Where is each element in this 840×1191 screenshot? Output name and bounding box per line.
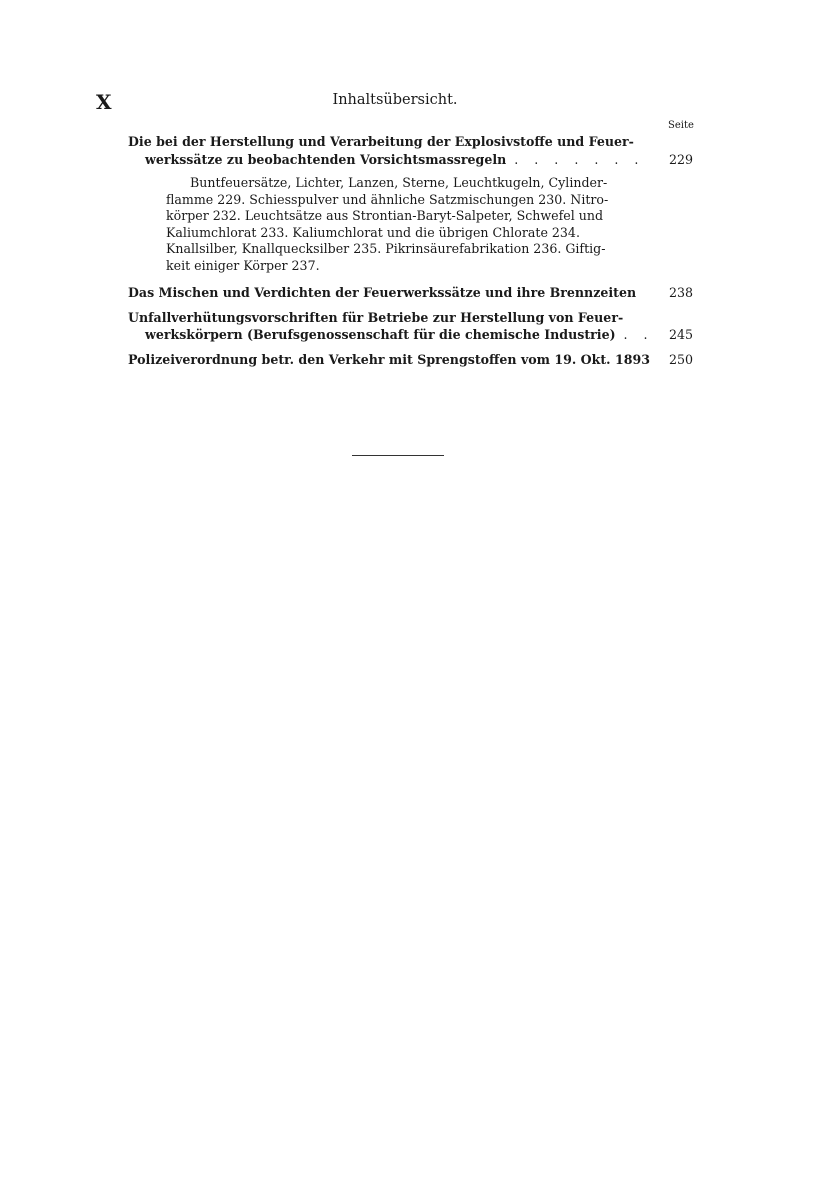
subtopic-line: Kaliumchlorat 233. Kaliumchlorat und die übrigen Chlorate 234. [166, 224, 580, 240]
toc-entry-title-text: werkssätze zu beobachtenden Vorsichtsmassregeln [145, 151, 507, 167]
table-of-contents [128, 133, 694, 375]
roman-page-number: X [96, 90, 113, 114]
seite-column-label: Seite [668, 120, 694, 131]
toc-page-number: 229 [669, 151, 694, 167]
subtopic-line: körper 232. Leuchtsätze aus Strontian-Baryt-Salpeter, Schwefel und [166, 208, 604, 223]
toc-entry-title [128, 309, 661, 344]
toc-entry-title-line: Das Mischen und Verdichten der Feuerwerkssätze und ihre Brennzeiten [128, 285, 637, 300]
toc-entry-title [128, 284, 661, 302]
toc-entry-mischen [128, 284, 694, 302]
page-title: Inhaltsübersicht. [332, 92, 458, 108]
subtopic-line: flamme 229. Schiesspulver und ähnliche Satzmischungen 230. Nitro- [166, 191, 609, 207]
leader-dots: . . [623, 327, 654, 342]
subtopic-line: keit einiger Körper 237. [166, 257, 320, 273]
toc-entry-title-text: werkskörpern (Berufsgenossenschaft für die chemische Industrie) [145, 327, 616, 342]
toc-entry-title-line [128, 326, 661, 344]
toc-entry-subtopics [166, 175, 661, 274]
toc-entry-polizeiverordnung [128, 351, 694, 369]
leader-dots: . . . . . . . [514, 151, 645, 167]
toc-entry-vorsichtsmassregeln [128, 133, 694, 168]
toc-page-number: 250 [669, 351, 694, 367]
section-divider [352, 455, 444, 456]
toc-entry-title-line: Polizeiverordnung betr. den Verkehr mit Sprengstoffen vom 19. Okt. 1893 [128, 351, 651, 367]
toc-page-number: 238 [669, 285, 694, 300]
toc-entry-title [128, 351, 661, 369]
toc-entry-unfallverhuetung [128, 309, 694, 344]
toc-page-number: 245 [669, 327, 694, 342]
toc-entry-title [128, 133, 661, 168]
subtopic-line: Buntfeuersätze, Lichter, Lanzen, Sterne, Leuchtkugeln, Cylinder- [190, 175, 608, 190]
toc-entry-title-line: Unfallverhütungsvorschriften für Betriebe zur Herstellung von Feuer- [128, 309, 624, 325]
toc-entry-title-line [128, 151, 661, 169]
toc-entry-title-line: Die bei der Herstellung und Verarbeitung der Explosivstoffe und Feuer- [128, 134, 634, 149]
subtopic-line: Knallsilber, Knallquecksilber 235. Pikrinsäurefabrikation 236. Giftig- [166, 241, 606, 256]
